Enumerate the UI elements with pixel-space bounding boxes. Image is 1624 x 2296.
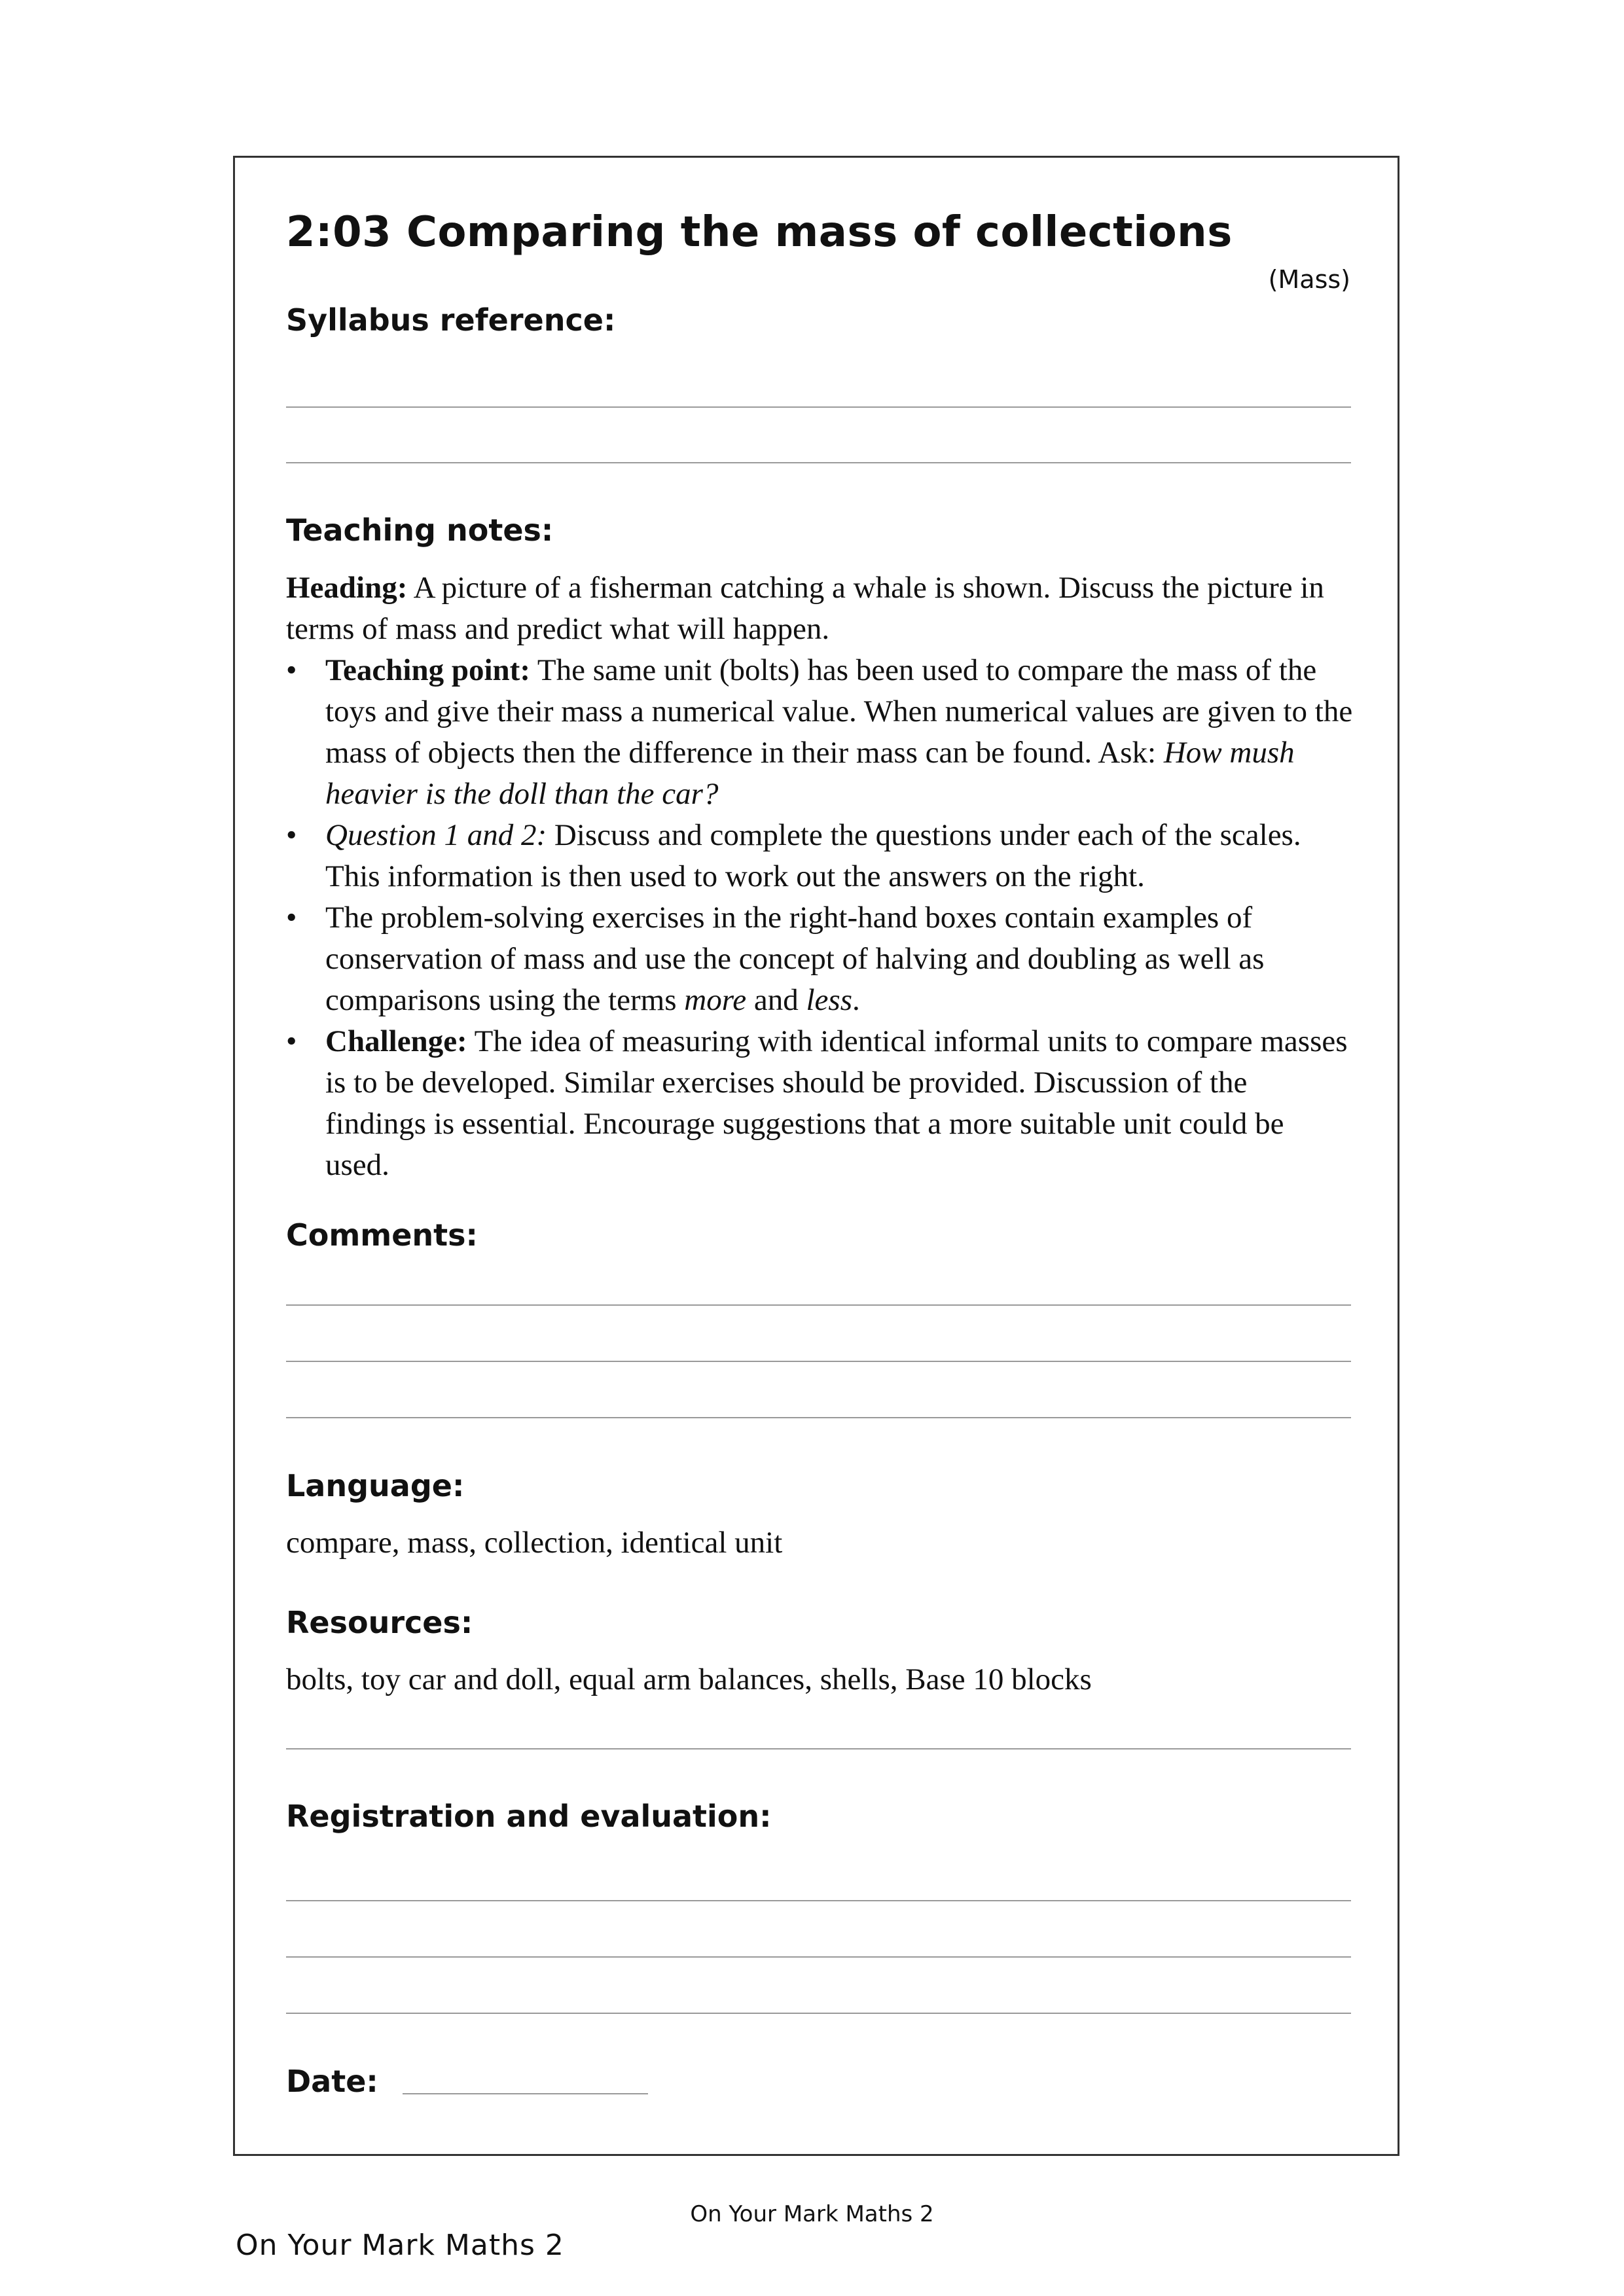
- date-field-line[interactable]: [403, 2093, 648, 2094]
- teaching-notes-body: [286, 567, 1353, 1186]
- page-title: 2:03 Comparing the mass of collections: [286, 208, 1233, 257]
- notes-list: [286, 650, 1353, 1186]
- term-and: and: [746, 983, 806, 1017]
- registration-line-3[interactable]: [286, 2013, 1351, 2014]
- challenge-text: The idea of measuring with identical informal units to compare masses is to be developed. Similar exercises should be provided. Discussion of the findings is essential. Encourage suggestions that a more suitable unit could be used.: [325, 1024, 1348, 1182]
- footer-left: On Your Mark Maths 2: [236, 2229, 564, 2262]
- comments-heading: Comments:: [286, 1217, 478, 1253]
- bullet-icon: •: [286, 901, 297, 935]
- teaching-point-label: Teaching point:: [325, 653, 530, 687]
- heading-note-label: Heading:: [286, 571, 408, 605]
- resources-heading: Resources:: [286, 1605, 473, 1640]
- bullet-icon: •: [286, 653, 297, 687]
- note-questions: [286, 815, 1353, 897]
- topic-label: (Mass): [1268, 265, 1350, 294]
- teaching-point-text: The same unit (bolts) has been used to compare the mass of the toys and give their mass a numerical value. When numerical values are given to the mass of objects then the difference in their mass can be found. Ask:: [325, 653, 1353, 770]
- bullet-icon: •: [286, 818, 297, 852]
- challenge-label: Challenge:: [325, 1024, 467, 1058]
- questions-label: Question 1 and 2:: [325, 818, 547, 852]
- term-more: more: [684, 983, 747, 1017]
- date-label: Date:: [286, 2064, 378, 2099]
- registration-heading: Registration and evaluation:: [286, 1799, 772, 1834]
- comments-line-3[interactable]: [286, 1417, 1351, 1418]
- resources-line[interactable]: [286, 1748, 1351, 1749]
- comments-line-1[interactable]: [286, 1304, 1351, 1306]
- footer-center: On Your Mark Maths 2: [690, 2201, 934, 2227]
- registration-line-1[interactable]: [286, 1900, 1351, 1901]
- note-teaching-point: [286, 650, 1353, 815]
- comments-line-2[interactable]: [286, 1361, 1351, 1362]
- heading-note: [286, 567, 1353, 650]
- problem-solving-text: The problem-solving exercises in the right-hand boxes contain examples of conservation of mass and use the concept of halving and doubling as well as comparisons using the terms: [325, 901, 1265, 1017]
- heading-note-text: A picture of a fisherman catching a whale is shown. Discuss the picture in terms of mass and predict what will happen.: [286, 571, 1324, 646]
- language-text: compare, mass, collection, identical unit: [286, 1526, 783, 1560]
- term-less: less: [806, 983, 852, 1017]
- teaching-notes-heading: Teaching notes:: [286, 512, 554, 548]
- note-challenge: [286, 1021, 1353, 1186]
- sentence-end: .: [852, 983, 860, 1017]
- resources-text: bolts, toy car and doll, equal arm balances, shells, Base 10 blocks: [286, 1662, 1092, 1696]
- registration-line-2[interactable]: [286, 1956, 1351, 1958]
- language-heading: Language:: [286, 1468, 465, 1503]
- note-problem-solving: [286, 897, 1353, 1021]
- bullet-icon: •: [286, 1024, 297, 1058]
- teaching-point-question: How mush heavier is the doll than the car?: [325, 736, 1295, 811]
- syllabus-line-1[interactable]: [286, 406, 1351, 408]
- questions-text: Discuss and complete the questions under each of the scales. This information is then used to work out the answers on the right.: [325, 818, 1301, 893]
- syllabus-heading: Syllabus reference:: [286, 302, 616, 338]
- syllabus-line-2[interactable]: [286, 462, 1351, 463]
